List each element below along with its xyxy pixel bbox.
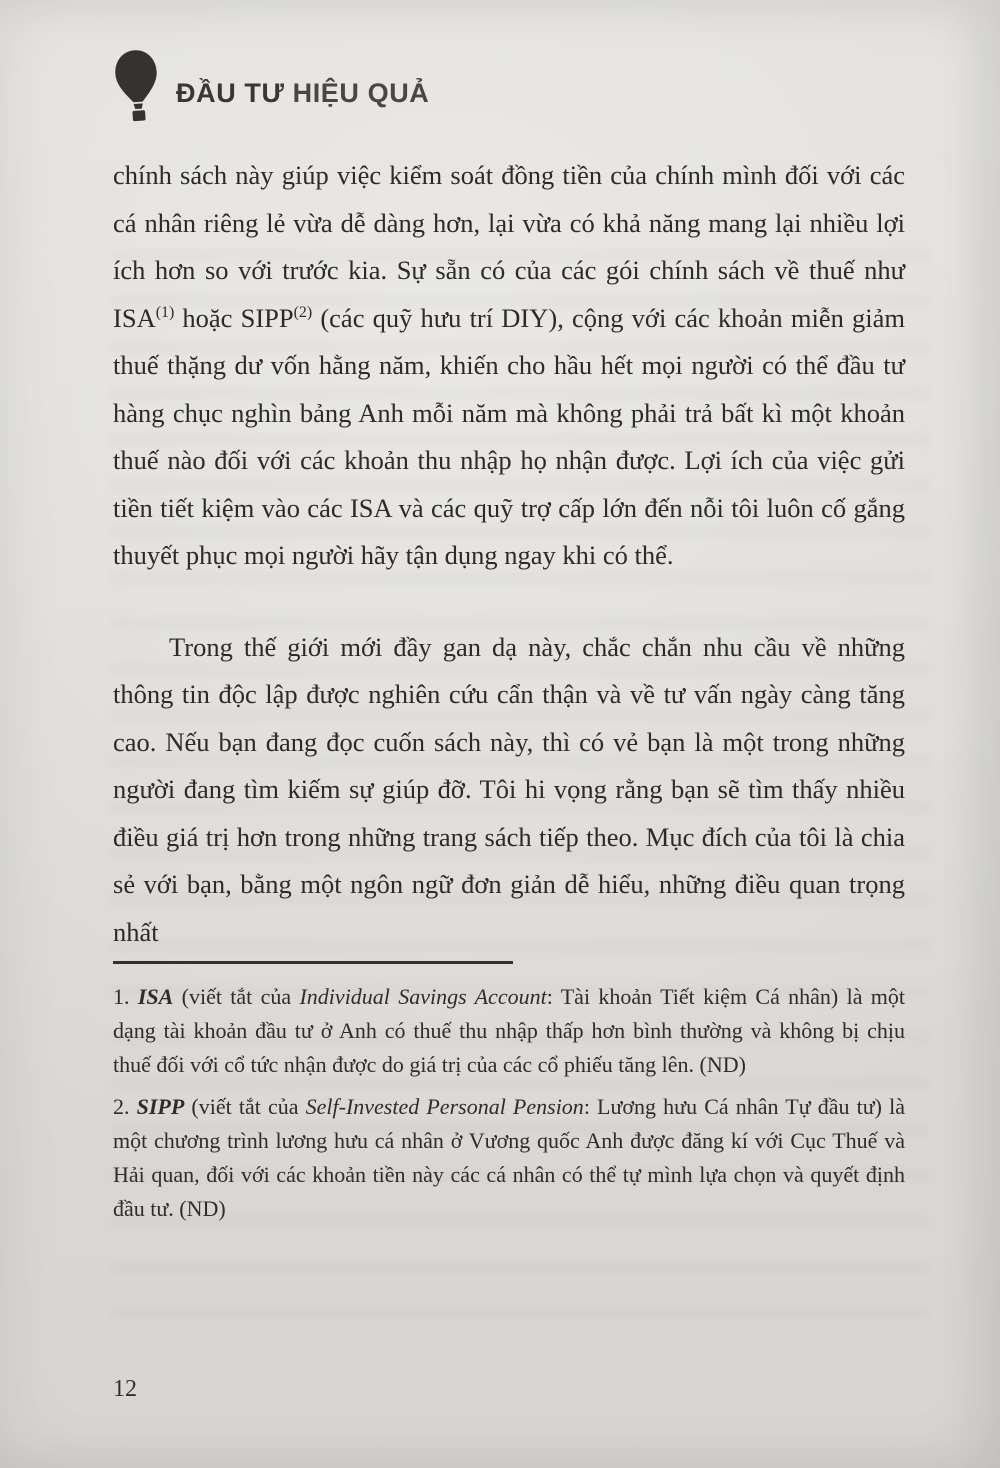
hot-air-balloon-icon xyxy=(111,46,162,127)
footnote-text: (viết tắt của xyxy=(173,983,300,1009)
footnote-2 xyxy=(113,1090,905,1226)
footnote-number: 1. xyxy=(113,983,138,1009)
paragraph-text: (các quỹ hưu trí DIY), cộng với các khoản miễn giảm thuế thặng dư vốn hằng năm, khiến cho hầu hết mọi người có thể đầu tư hàng chục nghìn bảng Anh mỗi năm mà không phải trả bất kì một khoản thuế nào đối với các khoản thu nhập họ nhận được. Lợi ích của việc gửi tiền tiết kiệm vào các ISA và các quỹ trợ cấp lớn đến nỗi tôi luôn cố gắng thuyết phục mọi người hãy tận dụng ngay khi có thể. xyxy=(113,302,905,570)
paragraph-text: hoặc SIPP xyxy=(174,302,294,333)
footnote-ref-1: (1) xyxy=(155,303,175,321)
page-title-regular: HIỆU QUẢ xyxy=(284,77,430,108)
footnote-text: (viết tắt của xyxy=(184,1093,306,1119)
paragraph-text: chính sách này giúp việc kiểm soát đồng tiền của chính mình đối với các cá nhân riêng lẻ vừa dễ dàng hơn, lại vừa có khả năng mang lại nhiều lợi ích hơn so với trước kia. Sự sẵn có của các gói chính sách về thuế như ISA xyxy=(113,160,905,333)
footnote-ref-2: (2) xyxy=(293,303,313,321)
footnote-source-term: Individual Savings Account xyxy=(299,983,547,1009)
footnote-term: SIPP xyxy=(136,1093,185,1119)
page-content xyxy=(113,152,905,1226)
page-header xyxy=(114,48,429,126)
footnote-text: : Lương hưu Cá nhân Tự đầu tư) là một chương trình lương hưu cá nhân ở Vương quốc Anh được đăng kí với Cục Thuế và Hải quan, đối với các khoản tiền này các cá nhân có thể tự mình lựa chọn và quyết định đầu tư. (ND) xyxy=(113,1093,905,1221)
page-title xyxy=(176,78,429,109)
body-paragraph-2: Trong thế giới mới đầy gan dạ này, chắc chắn nhu cầu về những thông tin độc lập được nghiên cứu cẩn thận và về tư vấn ngày càng tăng cao. Nếu bạn đang đọc cuốn sách này, thì có vẻ bạn là một trong những người đang tìm kiếm sự giúp đỡ. Tôi hi vọng rằng bạn sẽ tìm thấy nhiều điều giá trị hơn trong những trang sách tiếp theo. Mục đích của tôi là chia sẻ với bạn, bằng một ngôn ngữ đơn giản dễ hiểu, những điều quan trọng nhất xyxy=(113,631,905,947)
footnote-term: ISA xyxy=(137,983,174,1009)
footnote-separator-rule xyxy=(113,961,513,964)
page-number: 12 xyxy=(113,1376,137,1402)
footnote-number: 2. xyxy=(113,1093,137,1119)
body-paragraph-1 xyxy=(113,152,905,580)
page-title-bold: ĐẦU TƯ xyxy=(176,77,285,108)
footnote-text: : Tài khoản Tiết kiệm Cá nhân) là một dạng tài khoản đầu tư ở Anh có thuế thu nhập thấp hơn bình thường và không bị chịu thuế đối với cổ tức nhận được do giá trị của các cổ phiếu tăng lên. (ND) xyxy=(113,983,906,1077)
footnote-1 xyxy=(113,980,905,1082)
footnote-source-term: Self-Invested Personal Pension xyxy=(305,1093,584,1119)
